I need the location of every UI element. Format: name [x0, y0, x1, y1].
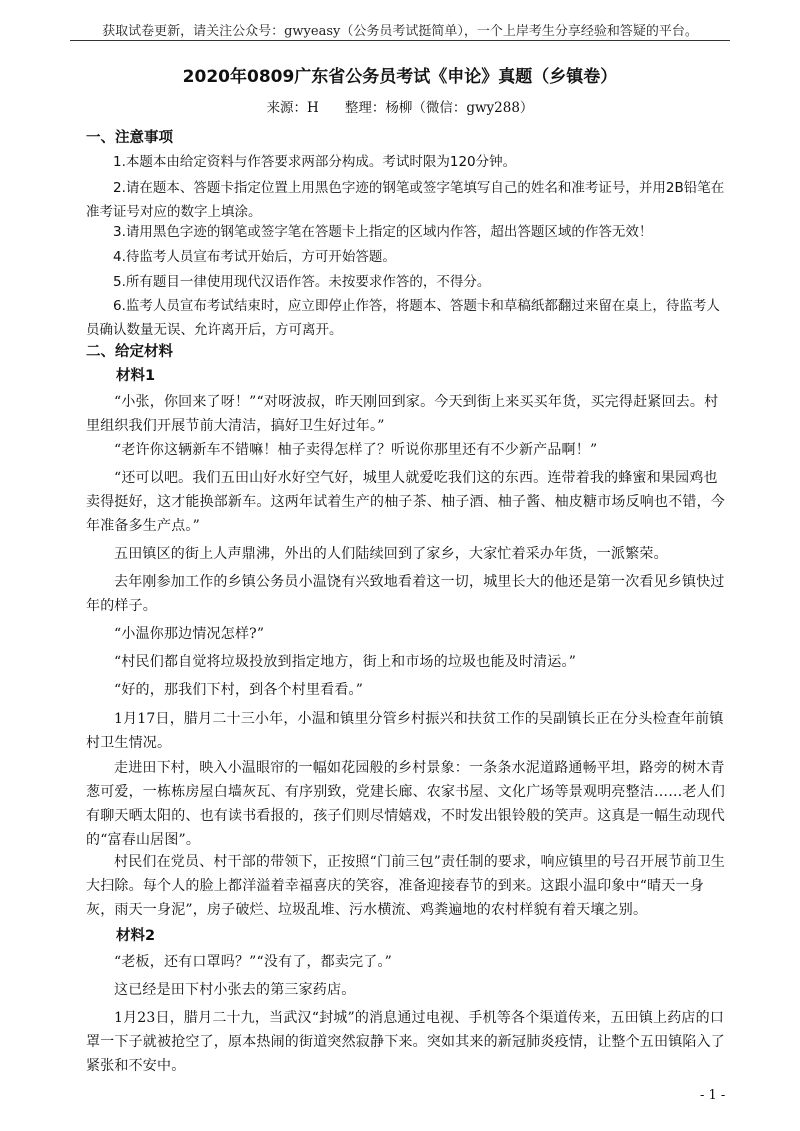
material-paragraph: “小张，你回来了呀！”“对呀波叔，昨天刚回到家。今天到街上来买买年货，买完得赶紧回去。村里组织我们开展节前大清洁，搞好卫生好过年。”: [86, 394, 719, 434]
notice-heading: 一、注意事项: [86, 130, 173, 146]
material-1-label: 材料1: [116, 368, 156, 384]
notice-item: 5.所有题目一律使用现代汉语作答。未按要求作答的，不得分。: [113, 274, 491, 290]
material-paragraph: 这已经是田下村小张去的第三家药店。: [114, 982, 356, 998]
document-title: 2020年0809广东省公务员考试《申论》真题（乡镇卷）: [182, 67, 618, 87]
material-paragraph: “好的，那我们下村，到各个村里看看。”: [114, 682, 364, 698]
material-paragraph: 1月23日，腊月二十九，当武汉“封城”的消息通过电视、手机等各个渠道传来，五田镇上药店的口罩一下子就被抢空了，原本热闹的街道突然寂静下来。突如其来的新冠肺炎疫情，让整个五田镇陷入了紧张和不安中。: [86, 1010, 725, 1074]
page-number: - 1 -: [700, 1088, 726, 1103]
materials-heading: 二、给定材料: [86, 344, 173, 360]
editor-label: 整理：杨柳（微信：gwy288）: [344, 100, 534, 116]
notice-item: 1.本题本由给定资料与作答要求两部分构成。考试时限为120分钟。: [113, 154, 517, 170]
material-paragraph: 走进田下村，映入小温眼帘的一幅如花园般的乡村景象：一条条水泥道路通畅平坦，路旁的树木青葱可爱，一栋栋房屋白墙灰瓦、有序别致，党建长廊、农家书屋、文化广场等景观明亮整洁……老人们有聊天晒太阳的、也有读书看报的，孩子们则尽情嬉戏，不时发出银铃般的笑声。这真是一幅生动现代的“富春山居图”。: [86, 760, 725, 848]
notice-item: 6.监考人员宣布考试结束时，应立即停止作答，将题本、答题卡和草稿纸都翻过来留在桌上，待监考人员确认数量无误、允许离开后，方可离开。: [86, 298, 720, 338]
material-paragraph: “老许你这辆新车不错嘛！柚子卖得怎样了？听说你那里还有不少新产品啊！”: [114, 442, 598, 458]
notice-item: 3.请用黑色字迹的钢笔或签字笔在答题卡上指定的区域内作答，超出答题区域的作答无效！: [113, 224, 653, 240]
material-paragraph: “村民们都自觉将垃圾投放到指定地方，街上和市场的垃圾也能及时清运。”: [114, 654, 577, 670]
material-paragraph: 1月17日，腊月二十三小年，小温和镇里分管乡村振兴和扶贫工作的吴副镇长正在分头检查年前镇村卫生情况。: [86, 711, 724, 751]
source-line: [0, 96, 800, 116]
notice-item: 2.请在题本、答题卡指定位置上用黑色字迹的钢笔或签字笔填写自己的姓名和准考证号，并用2B铅笔在准考证号对应的数字上填涂。: [86, 180, 725, 220]
material-paragraph: “还可以吧。我们五田山好水好空气好，城里人就爱吃我们这的东西。连带着我的蜂蜜和果园鸡也卖得挺好，这才能换部新车。这两年试着生产的柚子茶、柚子酒、柚子酱、柚皮糖市场反响也不错，今年准备多生产点。”: [86, 470, 725, 534]
material-paragraph: “小温你那边情况怎样?”: [114, 626, 265, 642]
material-paragraph: 村民们在党员、村干部的带领下，正按照“门前三包”责任制的要求，响应镇里的号召开展节前卫生大扫除。每个人的脸上都洋溢着幸福喜庆的笑容，准备迎接春节的到来。这跟小温印象中“晴天一身灰，雨天一身泥”，房子破烂、垃圾乱堆、污水横流、鸡粪遍地的农村样貌有着天壤之别。: [86, 854, 726, 918]
material-2-label: 材料2: [116, 928, 156, 944]
header-divider: [70, 40, 730, 41]
material-paragraph: 去年刚参加工作的乡镇公务员小温饶有兴致地看着这一切，城里长大的他还是第一次看见乡镇快过年的样子。: [86, 574, 725, 614]
source-label: 来源：H: [266, 100, 319, 116]
top-notice: 获取试卷更新，请关注公众号：gwyeasy（公务员考试挺简单），一个上岸考生分享经验和答疑的平台。: [102, 24, 698, 39]
notice-item: 4.待监考人员宣布考试开始后，方可开始答题。: [113, 249, 396, 265]
material-paragraph: “老板，还有口罩吗？”“没有了，都卖完了。”: [114, 954, 393, 970]
material-paragraph: 五田镇区的街上人声鼎沸，外出的人们陆续回到了家乡，大家忙着采办年货，一派繁荣。: [114, 546, 668, 562]
